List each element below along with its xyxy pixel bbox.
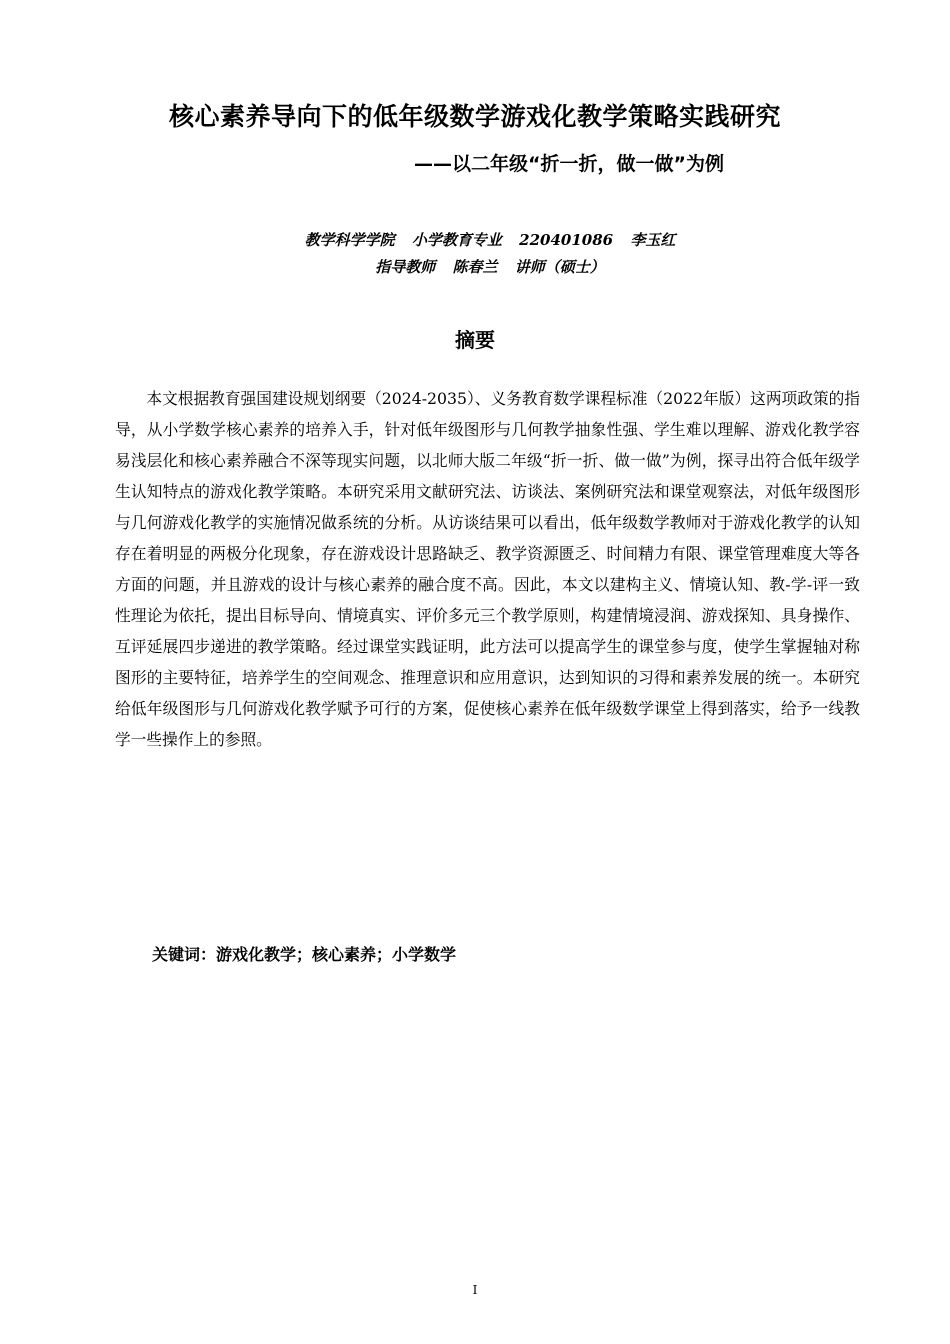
advisor-label: 指导教师	[375, 258, 436, 276]
keywords: 关键词：游戏化教学；核心素养；小学数学	[152, 945, 457, 964]
author-student-id: 220401086	[519, 231, 614, 249]
abstract-body: 本文根据教育强国建设规划纲要（2024-2035）、义务教育数学课程标准（2022年版）这两项政策的指导，从小学数学核心素养的培养入手，针对低年级图形与几何教学抽象性强、学生难以理解、游戏化教学容易浅层化和核心素养融合不深等现实问题，以北师大版二年级“折一折、做一做”为例，探寻出符合低年级学生认知特点的游戏化教学策略。本研究采用文献研究法、访谈法、案例研究法和课堂观察法，对低年级图形与几何游戏化教学的实施情况做系统的分析。从访谈结果可以看出，低年级数学教师对于游戏化教学的认知存在着明显的两极分化现象，存在游戏设计思路缺乏、教学资源匮乏、时间精力有限、课堂管理难度大等各方面的问题，并且游戏的设计与核心素养的融合度不高。因此，本文以建构主义、情境认知、教-学-评一致性理论为依托，提出目标导向、情境真实、评价多元三个教学原则，构建情境浸润、游戏探知、具身操作、互评延展四步递进的教学策略。经过课堂实践证明，此方法可以提高学生的课堂参与度，使学生掌握轴对称图形的主要特征，培养学生的空间观念、推理意识和应用意识，达到知识的习得和素养发展的统一。本研究给低年级图形与几何游戏化教学赋予可行的方案，促使核心素养在低年级数学课堂上得到落实，给予一线教学一些操作上的参照。	[115, 389, 860, 749]
paper-subtitle: ——以二年级“折一折，做一做”为例	[414, 153, 724, 175]
author-name: 李玉红	[630, 231, 676, 249]
author-major: 小学教育专业	[411, 231, 502, 249]
paper-title: 核心素养导向下的低年级数学游戏化教学策略实践研究	[168, 102, 781, 131]
advisor-title: 讲师（硕士）	[514, 258, 605, 276]
page-number: I	[472, 1283, 478, 1297]
advisor-name: 陈春兰	[452, 258, 498, 276]
author-info	[0, 230, 950, 250]
advisor-info	[0, 257, 950, 277]
abstract-heading: 摘要	[455, 328, 495, 352]
author-college: 教学科学学院	[304, 231, 395, 249]
